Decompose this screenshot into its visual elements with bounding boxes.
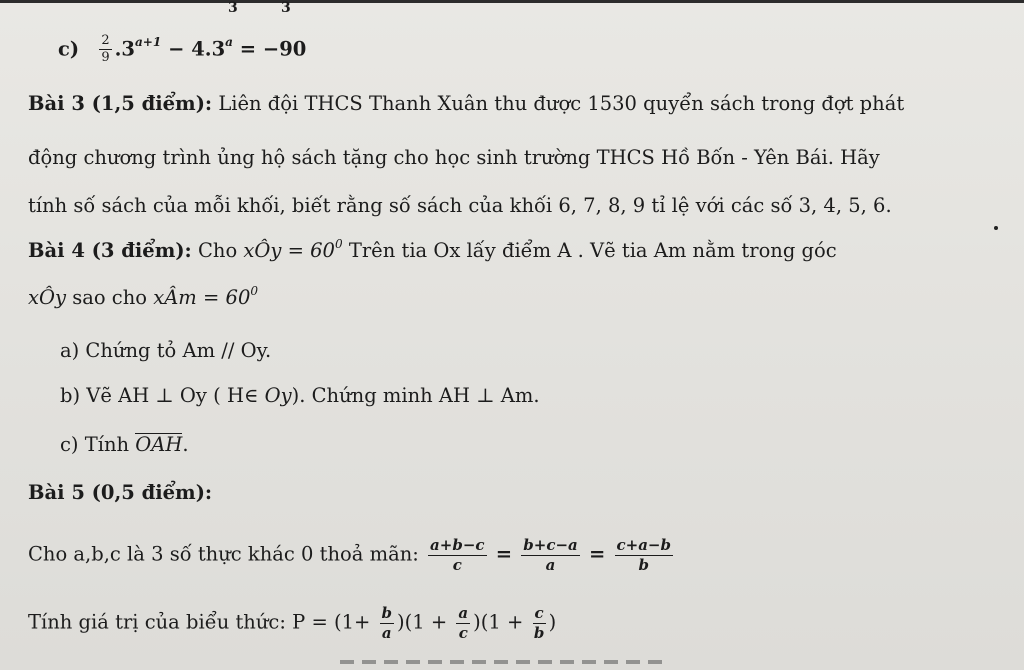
fraction-denominator: a: [381, 623, 392, 642]
fraction: [615, 537, 673, 573]
fraction-numerator: b: [381, 604, 393, 622]
top-fragment: 3: [228, 0, 238, 16]
top-edge-line: [0, 0, 1024, 3]
bai4-line-2: [28, 285, 258, 311]
fraction-numerator: c+a−b: [616, 536, 671, 554]
bai5-heading-text: Bài 5 (0,5 điểm):: [28, 481, 213, 504]
bai3-line-3: tính số sách của mỗi khối, biết rằng số sách của khối 6, 7, 8, 9 tỉ lệ với các số 3, 4, 5, 6.: [28, 194, 892, 217]
bai4-part-b: [60, 383, 540, 409]
degree-mark: 0: [250, 283, 259, 298]
expression-part: P = (1+: [292, 610, 371, 634]
cut-off-text-fragment: [340, 660, 670, 664]
fraction-denominator: a: [545, 555, 556, 574]
bai5-text: Cho a,b,c là 3 số thực khác 0 thoả mãn:: [28, 542, 426, 566]
equals-sign: =: [495, 542, 513, 566]
equation-term: = 60: [281, 239, 335, 262]
bai4-text: Cho: [191, 239, 244, 262]
bai4-text: c) Tính: [60, 433, 136, 456]
exponent: a+1: [134, 35, 162, 50]
fraction-numerator: b+c−a: [523, 536, 578, 554]
stray-dot: [994, 226, 998, 230]
bai5-given: [28, 537, 676, 573]
bai3-heading: Bài 3 (1,5 điểm):: [28, 92, 213, 115]
fraction-denominator: b: [533, 623, 545, 642]
bai5-text: Tính giá trị của biểu thức:: [28, 610, 293, 634]
bai4-text: sao cho: [66, 286, 154, 309]
equation-term: = −90: [232, 37, 307, 61]
fraction: [521, 537, 579, 573]
fraction-numerator: 2: [99, 34, 111, 50]
fraction-denominator: c: [458, 623, 468, 642]
bai4-text: b) Vẽ AH ⊥ Oy ( H∈: [60, 384, 265, 407]
exponent: a: [225, 35, 233, 50]
top-fragment: 3: [281, 0, 291, 16]
degree-mark: 0: [334, 236, 343, 251]
bai3-line-1: [28, 91, 904, 117]
bai4-text: ). Chứng minh AH ⊥ Am.: [291, 384, 540, 407]
expression-part: )(1 +: [397, 610, 454, 634]
bai4-text: Trên tia Ox lấy điểm A . Vẽ tia Am nằm trong góc: [342, 239, 837, 262]
equation-term: − 4.3: [161, 37, 226, 61]
fraction-denominator: 9: [101, 50, 110, 66]
fraction-denominator: c: [452, 555, 462, 574]
fraction: [99, 34, 111, 66]
fraction-numerator: a: [458, 604, 469, 622]
line-Oy: Oy: [264, 384, 292, 407]
fraction: [380, 605, 395, 641]
fraction: [533, 605, 546, 641]
fraction-numerator: c: [534, 604, 544, 622]
equals-sign: =: [588, 542, 606, 566]
fraction: [456, 605, 470, 641]
angle-xAm: xÂm: [153, 286, 197, 309]
bai5-heading: [28, 480, 212, 506]
angle-xOy: xÔy: [28, 286, 67, 309]
part-label: c): [58, 37, 80, 61]
bai3-line-2: động chương trình ủng hộ sách tặng cho học sinh trường THCS Hồ Bốn - Yên Bái. Hãy: [28, 146, 880, 169]
bai3-text: Liên đội THCS Thanh Xuân thu được 1530 quyển sách trong đợt phát: [212, 92, 905, 115]
bai4-text: .: [182, 433, 189, 456]
expression-part: ): [548, 610, 557, 634]
bai4-part-a: a) Chứng tỏ Am // Oy.: [60, 339, 272, 362]
bai4-heading: Bài 4 (3 điểm):: [28, 239, 192, 262]
bai4-line-1: [28, 238, 837, 264]
equation-term: = 60: [196, 286, 251, 309]
fraction-numerator: a+b−c: [430, 536, 485, 554]
expression-part: )(1 +: [473, 610, 530, 634]
angle-OAH: OAH: [135, 433, 183, 456]
part-c-equation: [58, 34, 306, 66]
fraction-denominator: b: [638, 555, 649, 574]
bai5-compute: [28, 605, 556, 641]
bai4-part-c: [60, 432, 189, 458]
equation-term: .3: [114, 37, 135, 61]
angle-xOy: xÔy: [243, 239, 282, 262]
fraction: [428, 537, 486, 573]
